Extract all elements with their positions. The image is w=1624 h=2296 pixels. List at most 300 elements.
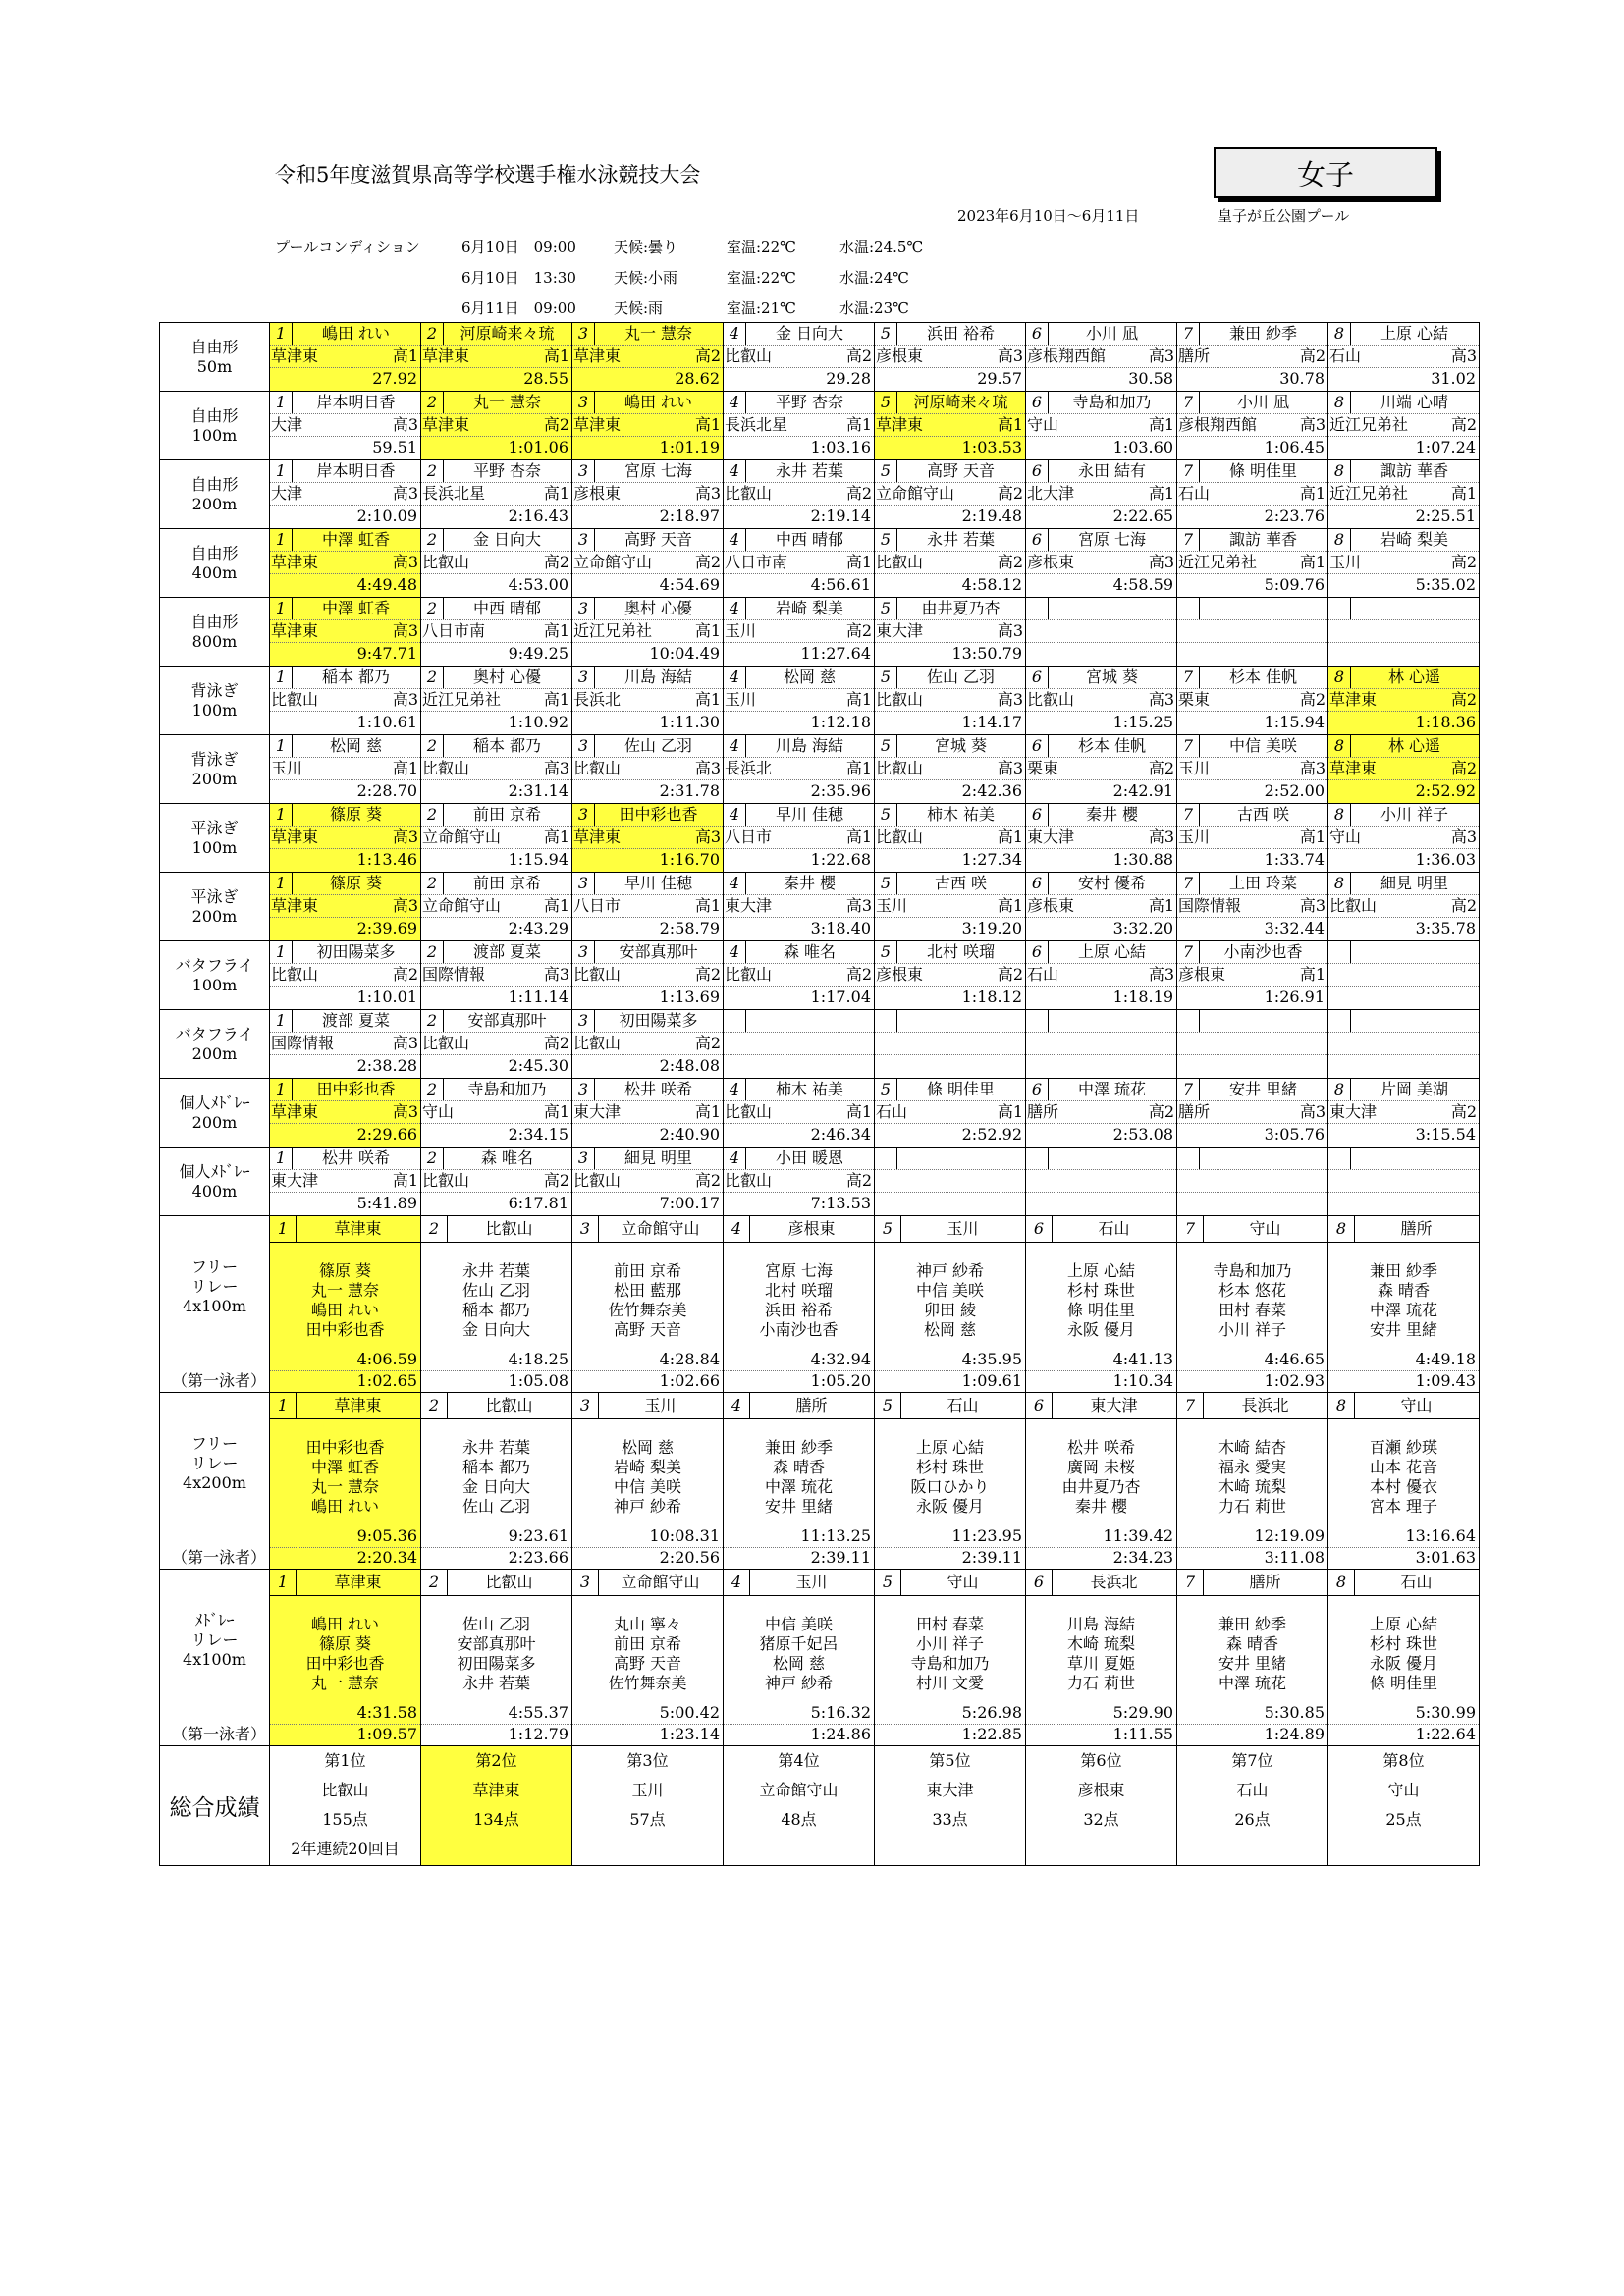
team-school: 石山 (1236, 1781, 1269, 1799)
relay-time: 4:35.95 (875, 1349, 1025, 1371)
swimmer-name: 稲本 都乃 (472, 736, 542, 755)
relay-cell (1026, 1393, 1177, 1570)
result-school-row (270, 964, 420, 987)
grade-label: 高2 (1299, 690, 1326, 709)
result-entry (572, 667, 723, 734)
result-name-row (572, 667, 723, 689)
first-leg-time: 2:23.66 (508, 1548, 568, 1567)
event-row (160, 1010, 1480, 1079)
result-cell (1328, 323, 1480, 392)
event-distance: 200m (191, 1112, 238, 1132)
result-entry (270, 1079, 420, 1147)
grade-label: 高1 (997, 896, 1023, 915)
result-entry (724, 735, 874, 803)
relay-entry (1177, 1393, 1327, 1569)
relay-time: 5:30.85 (1177, 1702, 1327, 1725)
grade-label: 高2 (845, 965, 872, 984)
result-time: 2:16.43 (508, 507, 568, 525)
grade-label: 高2 (543, 553, 569, 571)
school-name: 石山 (1027, 965, 1059, 984)
relay-distance: 4x200m (183, 1473, 246, 1492)
relay-swimmer: 中澤 琉花 (1369, 1301, 1438, 1319)
result-entry (572, 941, 723, 1009)
result-time: 2:45.30 (508, 1056, 568, 1075)
swimmer-name: 川島 海結 (623, 667, 693, 686)
relay-swimmer: 川島 海結 (1066, 1615, 1136, 1633)
relay-swimmer: 金 日向大 (461, 1320, 531, 1339)
swimmer-name: 嶋田 れい (623, 393, 693, 411)
result-time: 10:04.49 (649, 644, 720, 663)
first-leg-time: 1:05.20 (810, 1371, 871, 1390)
swimmer-name: 中信 美咲 (1228, 736, 1298, 755)
grade-label: 高3 (1148, 965, 1174, 984)
school-name: 比叡山 (725, 1102, 773, 1121)
result-school-row (875, 346, 1025, 368)
result-name-row (1328, 1148, 1479, 1170)
result-name-row (1177, 735, 1327, 758)
relay-header (270, 1570, 420, 1596)
condition-weather: 天候:曇り (614, 239, 678, 256)
school-name: 立命館守山 (422, 896, 502, 915)
team-school: 玉川 (631, 1781, 664, 1799)
place-number: 3 (572, 804, 595, 826)
event-distance: 400m (191, 562, 238, 582)
result-time: 1:18.19 (1112, 988, 1173, 1006)
relay-swimmers (1177, 1261, 1327, 1340)
place-number: 7 (1177, 1079, 1200, 1100)
result-name-row (421, 941, 571, 964)
school-name: 石山 (876, 1102, 908, 1121)
result-name-row (724, 323, 874, 346)
place-number: 5 (875, 873, 897, 894)
result-cell (724, 873, 875, 941)
result-cell (724, 392, 875, 460)
relay-entry (421, 1393, 571, 1569)
result-cell (572, 667, 724, 735)
result-entry (875, 323, 1025, 391)
swimmer-name: 丸一 慧奈 (472, 393, 542, 411)
grade-label: 高3 (392, 896, 418, 915)
meet-venue: 皇子が丘公園プール (1218, 207, 1350, 225)
result-time: 3:32.44 (1264, 919, 1325, 937)
result-time: 1:30.88 (1112, 850, 1173, 869)
result-cell (1026, 598, 1177, 667)
swimmer-name: 岩崎 梨美 (775, 599, 844, 617)
school-name: 比叡山 (422, 1034, 470, 1052)
result-cell (421, 735, 572, 804)
relay-school: 立命館守山 (621, 1219, 700, 1238)
grade-label: 高1 (1299, 965, 1326, 984)
school-name: 大津 (271, 415, 303, 434)
result-school-row (572, 620, 723, 643)
relay-entry (1328, 1570, 1479, 1745)
result-cell (875, 529, 1026, 598)
place-number: 5 (875, 941, 897, 963)
relay-swimmer: 宮本 理子 (1369, 1497, 1438, 1516)
team-points: 33点 (932, 1810, 968, 1829)
relay-entry (1328, 1216, 1479, 1392)
first-leg-time: 2:20.34 (356, 1548, 417, 1567)
place-number: 4 (724, 873, 746, 894)
swimmer-name: 松井 咲希 (321, 1148, 391, 1167)
place-number: 6 (1026, 667, 1049, 688)
result-entry (270, 1148, 420, 1215)
swimmer-name: 丸一 慧奈 (623, 324, 693, 343)
place-number: 1 (270, 735, 293, 757)
result-cell (572, 529, 724, 598)
result-name-row (572, 1010, 723, 1033)
swimmer-name: 中澤 虹香 (321, 530, 391, 549)
result-entry (1177, 941, 1327, 1009)
result-entry (572, 529, 723, 597)
event-distance: 100m (191, 975, 238, 994)
team-points: 25点 (1385, 1810, 1422, 1829)
school-name: 比叡山 (876, 828, 924, 846)
result-cell (724, 804, 875, 873)
result-time: 1:07.24 (1415, 438, 1476, 456)
place-number: 1 (270, 323, 293, 345)
grade-label: 高2 (1450, 690, 1477, 709)
result-cell (572, 392, 724, 460)
school-name: 草津東 (422, 415, 470, 434)
result-entry (724, 1010, 874, 1078)
result-school-row (1026, 483, 1176, 506)
result-cell (1177, 1079, 1328, 1148)
swimmer-name: 安井 里緒 (1228, 1080, 1298, 1098)
place-number: 2 (421, 1216, 448, 1242)
relay-header (421, 1393, 571, 1419)
result-cell (1026, 804, 1177, 873)
result-cell (724, 529, 875, 598)
result-entry (1328, 667, 1479, 734)
result-school-row (875, 414, 1025, 437)
result-school-row (1026, 1101, 1176, 1124)
place-number: 4 (724, 529, 746, 551)
place-number: 1 (270, 392, 293, 413)
relay-name: ﾒﾄﾞﾚｰ (194, 1611, 235, 1629)
result-entry (1328, 804, 1479, 872)
result-name-row (724, 1010, 874, 1033)
result-school-row (1177, 414, 1327, 437)
result-school-row (1328, 895, 1479, 918)
grade-label: 高2 (694, 1034, 721, 1052)
place-number: 5 (875, 460, 897, 482)
relay-swimmer: 條 明佳里 (1066, 1301, 1136, 1319)
result-cell (875, 804, 1026, 873)
relay-swimmer: 中澤 琉花 (1218, 1674, 1287, 1692)
swimmer-name: 河原崎来々琉 (913, 393, 1008, 411)
event-label (160, 529, 270, 598)
school-name: 草津東 (573, 828, 622, 846)
result-school-row (1177, 1101, 1327, 1124)
result-name-row (724, 392, 874, 414)
result-school-row (724, 483, 874, 506)
swimmer-name: 篠原 葵 (329, 874, 383, 892)
result-school-row (1026, 827, 1176, 849)
result-cell (421, 667, 572, 735)
school-name: 守山 (422, 1102, 455, 1121)
relay-name-2: リレー (190, 1277, 239, 1296)
result-time: 29.28 (826, 369, 871, 388)
result-name-row (875, 873, 1025, 895)
relay-entry (724, 1393, 874, 1569)
grade-label: 高2 (694, 965, 721, 984)
result-entry (421, 598, 571, 666)
swimmer-name: 奥村 心優 (623, 599, 693, 617)
result-cell (572, 873, 724, 941)
swimmer-name: 諏訪 華香 (1228, 530, 1298, 549)
swimmer-name: 古西 咲 (1236, 805, 1290, 824)
result-entry (875, 1010, 1025, 1078)
result-school-row (572, 689, 723, 712)
team-rank: 第3位 (626, 1751, 669, 1770)
result-name-row (1177, 941, 1327, 964)
place-number: 2 (421, 323, 444, 345)
result-entry (421, 1079, 571, 1147)
grade-label: 高2 (845, 484, 872, 503)
place-number: 8 (1328, 323, 1351, 345)
event-label (160, 804, 270, 873)
grade-label: 高2 (1450, 553, 1477, 571)
result-school-row (270, 689, 420, 712)
result-name-row (1328, 735, 1479, 758)
relay-swimmer: 嶋田 れい (310, 1615, 380, 1633)
place-number: 6 (1026, 804, 1049, 826)
school-name: 石山 (1178, 484, 1211, 503)
school-name: 立命館守山 (573, 553, 653, 571)
school-name: 比叡山 (271, 690, 319, 709)
school-name: 比叡山 (876, 759, 924, 777)
school-name: 立命館守山 (876, 484, 955, 503)
total-cell (1026, 1746, 1177, 1866)
result-time: 4:58.12 (961, 575, 1022, 594)
swimmer-name: 兼田 紗季 (1228, 324, 1298, 343)
result-school-row (1177, 1170, 1327, 1193)
result-entry (572, 1079, 723, 1147)
result-school-row (572, 1101, 723, 1124)
result-entry (572, 392, 723, 459)
school-name: 玉川 (876, 896, 908, 915)
relay-swimmer: 上原 心結 (915, 1438, 985, 1457)
relay-swimmer: 中信 美咲 (915, 1281, 985, 1300)
result-school-row (421, 483, 571, 506)
first-leg-time: 1:02.66 (659, 1371, 720, 1390)
result-entry (875, 1148, 1025, 1215)
result-school-row (572, 346, 723, 368)
relay-cell (270, 1570, 421, 1746)
result-time: 5:09.76 (1264, 575, 1325, 594)
swimmer-name: 岸本明日香 (316, 393, 396, 411)
result-entry (875, 667, 1025, 734)
result-cell (1328, 873, 1480, 941)
result-cell (724, 667, 875, 735)
result-name-row (270, 323, 420, 346)
result-time: 59.51 (372, 438, 417, 456)
school-name: 東大津 (1329, 1102, 1378, 1121)
relay-swimmer: 力石 莉世 (1218, 1497, 1287, 1516)
result-school-row (724, 346, 874, 368)
relay-swimmer: 佐竹舞奈美 (608, 1301, 687, 1319)
grade-label: 高1 (543, 1102, 569, 1121)
event-name: 自由形 (190, 543, 239, 562)
relay-swimmers (270, 1438, 420, 1517)
event-distance: 400m (191, 1181, 238, 1201)
result-entry (724, 323, 874, 391)
result-name-row (421, 1079, 571, 1101)
result-school-row (1026, 895, 1176, 918)
place-number: 5 (875, 392, 897, 413)
result-cell (1328, 1010, 1480, 1079)
grade-label: 高1 (392, 759, 418, 777)
place-number: 6 (1026, 1570, 1053, 1595)
relay-swimmer: 中信 美咲 (613, 1477, 682, 1496)
result-school-row (270, 1170, 420, 1193)
place-number: 1 (270, 1079, 293, 1100)
result-name-row (270, 392, 420, 414)
result-school-row (1177, 346, 1327, 368)
place-number: 3 (572, 941, 595, 963)
place-number: 1 (270, 598, 293, 619)
result-cell (421, 1010, 572, 1079)
result-entry (270, 804, 420, 872)
result-time: 1:15.94 (1264, 713, 1325, 731)
result-time: 1:13.46 (356, 850, 417, 869)
result-time: 2:10.09 (356, 507, 417, 525)
event-label (160, 667, 270, 735)
place-number: 2 (421, 598, 444, 619)
relay-entry (724, 1570, 874, 1745)
relay-time: 5:29.90 (1026, 1702, 1176, 1725)
place-number: 3 (572, 873, 595, 894)
event-row (160, 323, 1480, 392)
place-number: 7 (1177, 323, 1200, 345)
result-school-row (1328, 414, 1479, 437)
grade-label: 高1 (392, 1171, 418, 1190)
grade-label: 高2 (845, 621, 872, 640)
result-school-row (1328, 964, 1479, 987)
grade-label: 高2 (1450, 896, 1477, 915)
relay-time: 13:16.64 (1328, 1525, 1479, 1548)
place-number: 1 (270, 529, 293, 551)
result-name-row (421, 460, 571, 483)
result-time: 9:49.25 (508, 644, 568, 663)
result-name-row (1328, 873, 1479, 895)
place-number: 4 (724, 667, 746, 688)
swimmer-name: 由井夏乃杏 (921, 599, 1001, 617)
place-number: 1 (270, 873, 293, 894)
first-leg-time: 1:09.43 (1415, 1371, 1476, 1390)
result-time: 2:25.51 (1415, 507, 1476, 525)
result-name-row (1026, 1010, 1176, 1033)
relay-swimmer: 神戸 紗希 (764, 1674, 834, 1692)
first-leg-time: 1:02.65 (356, 1371, 417, 1390)
grade-label: 高1 (845, 553, 872, 571)
result-cell (875, 873, 1026, 941)
result-time: 2:52.92 (961, 1125, 1022, 1144)
school-name: 近江兄弟社 (422, 690, 502, 709)
swimmer-name: 中西 晴郁 (775, 530, 844, 549)
swimmer-name: 小川 凪 (1236, 393, 1290, 411)
school-name: 近江兄弟社 (1329, 484, 1409, 503)
first-leg-label: （第一泳者） (172, 1548, 267, 1567)
result-cell (270, 667, 421, 735)
result-school-row (1177, 1033, 1327, 1055)
swimmer-name: 宮城 葵 (1085, 667, 1139, 686)
result-entry (1328, 529, 1479, 597)
result-cell (1328, 392, 1480, 460)
place-number: 7 (1177, 1393, 1204, 1418)
relay-entry (421, 1570, 571, 1745)
school-name: 草津東 (573, 415, 622, 434)
place-number: 3 (572, 598, 595, 619)
place-number (875, 1010, 897, 1032)
grade-label: 高3 (694, 759, 721, 777)
relay-swimmer: 永井 若葉 (461, 1674, 531, 1692)
relay-event-name (160, 1434, 269, 1493)
relay-swimmers (875, 1615, 1025, 1693)
result-entry (572, 460, 723, 528)
event-row (160, 460, 1480, 529)
result-school-row (1328, 346, 1479, 368)
relay-header (421, 1216, 571, 1243)
relay-entry (1177, 1570, 1327, 1745)
result-cell (1177, 392, 1328, 460)
result-school-row (875, 483, 1025, 506)
result-cell (1328, 598, 1480, 667)
result-school-row (724, 895, 874, 918)
relay-entry (421, 1216, 571, 1392)
swimmer-name: 細見 明里 (1380, 874, 1449, 892)
result-cell (875, 323, 1026, 392)
place-number: 6 (1026, 1393, 1053, 1418)
result-school-row (1026, 346, 1176, 368)
result-name-row (1026, 460, 1176, 483)
result-name-row (1026, 323, 1176, 346)
relay-time: 5:00.42 (572, 1702, 723, 1725)
result-school-row (1177, 620, 1327, 643)
school-name: 比叡山 (725, 965, 773, 984)
result-name-row (1026, 1148, 1176, 1170)
result-entry (875, 529, 1025, 597)
relay-entry (270, 1216, 420, 1392)
swimmer-name: 岸本明日香 (316, 461, 396, 480)
relay-time: 5:26.98 (875, 1702, 1025, 1725)
result-name-row (270, 1148, 420, 1170)
grade-label: 高1 (845, 415, 872, 434)
result-cell (1026, 323, 1177, 392)
team-score (875, 1746, 1025, 1865)
relay-swimmer: 浜田 裕希 (764, 1301, 834, 1319)
grade-label: 高2 (694, 1171, 721, 1190)
relay-swimmers (572, 1438, 723, 1517)
relay-school: 草津東 (334, 1219, 382, 1238)
event-row (160, 1079, 1480, 1148)
result-school-row (421, 1033, 571, 1055)
relay-school: 膳所 (795, 1396, 828, 1415)
result-cell (421, 1148, 572, 1216)
relay-swimmer: 中信 美咲 (764, 1615, 834, 1633)
relay-time: 4:06.59 (270, 1349, 420, 1371)
relay-header (724, 1393, 874, 1419)
result-cell (572, 598, 724, 667)
grade-label: 高3 (845, 896, 872, 915)
result-cell (1177, 323, 1328, 392)
result-cell (1177, 941, 1328, 1010)
relay-swimmers (1026, 1261, 1176, 1340)
result-entry (270, 941, 420, 1009)
place-number: 6 (1026, 460, 1049, 482)
result-name-row (1328, 529, 1479, 552)
